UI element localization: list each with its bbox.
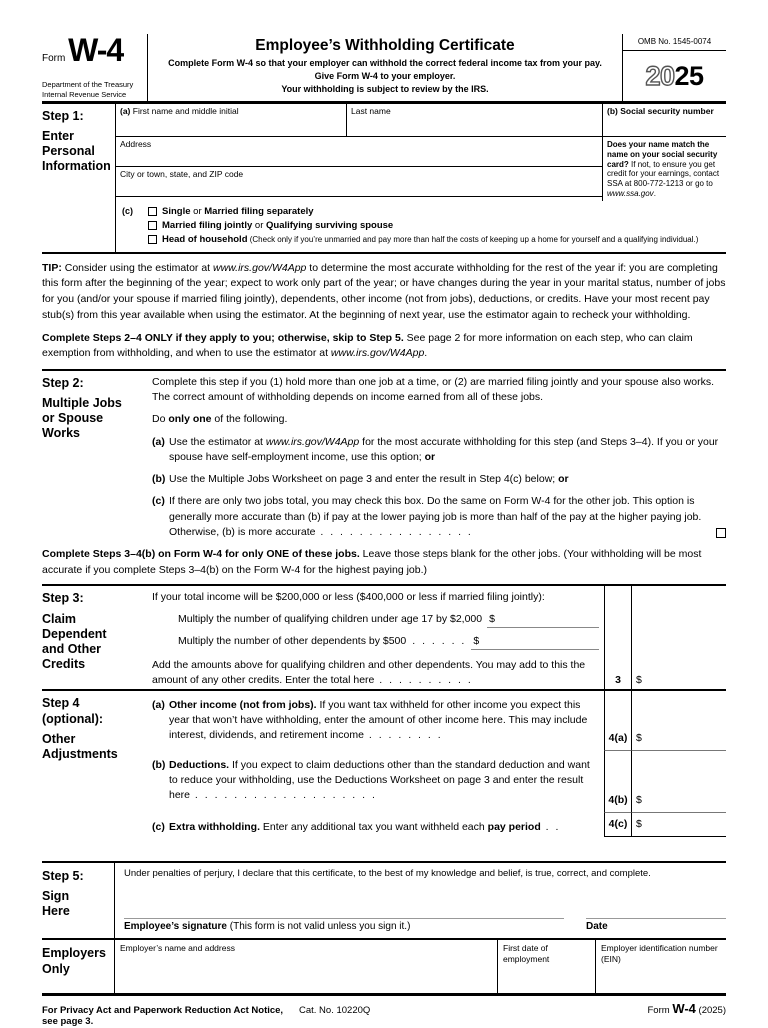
other-dependents-line xyxy=(178,634,599,650)
dollar-sign: $ xyxy=(636,818,642,831)
step3-total-field[interactable] xyxy=(632,586,726,688)
form-word: Form xyxy=(42,53,66,64)
step2c-letter: (c) xyxy=(152,495,165,508)
step1-sub1: Enter xyxy=(42,129,74,144)
employers-label xyxy=(42,945,114,978)
step4-content xyxy=(152,691,726,837)
tip-post: to determine the most accurate withholding for the rest of the year if: you are completing this form after the beginning of the year; expect to work only part of the year; or have changes during the year in your marital status, number of jobs for you (and/or your spouse if married filing jointly), dependents, other income (not from jobs), deductions, or credits. Have your most recent pay stub(s) from this year available when using the estimator. At the beginning of next year, use the estimator again to recheck your withholding. xyxy=(42,261,726,321)
step5-sub1: Sign xyxy=(42,888,70,903)
opt2-or: or xyxy=(252,219,266,231)
agency-block xyxy=(42,80,145,99)
address-label: Address xyxy=(120,139,152,149)
step4-label xyxy=(42,695,152,728)
step2c-item xyxy=(152,494,726,540)
filing-status-row xyxy=(116,201,726,252)
step1-label: Step 1: xyxy=(42,109,84,123)
step3-label-col xyxy=(42,586,152,688)
name-row xyxy=(116,104,726,137)
opt3-bold: Head of household xyxy=(162,233,248,245)
dependents-amount-field[interactable] xyxy=(471,634,599,650)
employer-name-field[interactable] xyxy=(115,940,498,993)
year-bold: 25 xyxy=(674,60,704,91)
step4a-letter: (a) xyxy=(152,698,165,711)
filing-option-2 xyxy=(122,220,722,231)
step2a-item xyxy=(152,435,726,465)
first-date-field[interactable] xyxy=(498,940,596,993)
step2b-text xyxy=(169,472,726,487)
catalog-number: Cat. No. 10220Q xyxy=(299,1004,371,1016)
step4c-text xyxy=(169,813,600,837)
step4c-bold: Extra withholding. xyxy=(169,820,260,833)
step1-section xyxy=(42,104,726,254)
step1-sub3: Information xyxy=(42,159,111,174)
step5-label: Step 5: xyxy=(42,868,84,883)
employers-section xyxy=(42,938,726,996)
first-name-field[interactable] xyxy=(116,104,347,136)
step4a-rest: If you want tax withheld for other income you expect this year that won’t have withholding, enter the amount of other income here. This may include interest, dividends, and retirement income xyxy=(169,698,588,741)
agency-line1: Department of the Treasury xyxy=(42,80,134,90)
single-checkbox[interactable] xyxy=(148,207,157,216)
form-number: W-4 xyxy=(68,32,124,68)
step2-content xyxy=(152,371,726,540)
steps24-bold: Complete Steps 2–4 ONLY if they apply to you; otherwise, skip to Step 5. xyxy=(42,331,404,344)
step4a-row xyxy=(152,691,726,751)
step2a-pre: Use the estimator at xyxy=(169,435,266,448)
opt1-bold2: Married filing separately xyxy=(204,205,314,217)
step3-sublabel xyxy=(42,612,152,672)
form-subtitle xyxy=(154,57,616,96)
step4-sub1: Other xyxy=(42,732,76,747)
step4-section xyxy=(42,691,726,837)
step3-content xyxy=(152,586,604,688)
step4c-textwrap xyxy=(152,813,604,837)
form-title: Employee’s Withholding Certificate xyxy=(255,37,515,54)
opt1-or: or xyxy=(190,205,205,217)
step2a-post: for the most accurate withholding for this step (and Steps 3–4). If you or your spouse have self-employment income, use this option; xyxy=(169,435,719,463)
married-jointly-checkbox[interactable] xyxy=(148,221,157,230)
step4a-line-number xyxy=(604,691,632,751)
do-post: of the following. xyxy=(211,413,288,426)
ssa-link[interactable]: www.ssa.gov xyxy=(607,188,654,198)
step4b-text xyxy=(169,751,600,813)
footer-form-number: W-4 xyxy=(672,1000,696,1016)
ssn-note-rest: If not, to ensure you get credit for your earnings, contact SSA at 800-772-1213 or go to xyxy=(607,159,720,188)
employers-label1: Employers xyxy=(42,945,106,960)
steps24-note xyxy=(42,331,726,363)
step4b-line-number xyxy=(604,751,632,813)
step3-total-text xyxy=(152,658,599,688)
last-name-field[interactable] xyxy=(347,104,603,136)
step4b-field[interactable] xyxy=(632,751,726,813)
line-4b-number: 4(b) xyxy=(608,794,628,807)
estimator-link[interactable]: www.irs.gov/W4App xyxy=(213,261,307,274)
step3-sub2: Dependent xyxy=(42,626,107,641)
step2c-text xyxy=(169,494,726,540)
step2a-text xyxy=(169,435,726,465)
step3-intro: If your total income will be $200,000 or less ($400,000 or less if married filing jointly): xyxy=(152,591,545,604)
page-footer xyxy=(42,1001,726,1027)
step2-label-col xyxy=(42,371,152,540)
privacy-notice: For Privacy Act and Paperwork Reduction Act Notice, see page 3. xyxy=(42,1004,284,1027)
tip-pre: Consider using the estimator at xyxy=(61,261,214,274)
signature-line[interactable] xyxy=(124,911,564,919)
city-field[interactable] xyxy=(116,167,602,197)
step2-sub3: Works xyxy=(42,426,80,441)
ssn-note-end: . xyxy=(653,188,656,198)
address-note-rows xyxy=(116,137,726,201)
ssn-note-bold: Does your name match the name on your social security card? xyxy=(607,140,718,169)
signature-label xyxy=(124,919,564,932)
step4c-field[interactable] xyxy=(632,813,726,837)
step4a-textwrap xyxy=(152,691,604,751)
signature-col xyxy=(124,911,564,932)
employer-name-label: Employer’s name and address xyxy=(120,942,235,953)
city-label: City or town, state, and ZIP code xyxy=(120,169,244,179)
signature-row xyxy=(124,911,726,932)
omb-year-block xyxy=(623,34,726,101)
subtitle-line2: Give Form W-4 to your employer. xyxy=(314,71,456,82)
filing-option-3 xyxy=(122,234,722,245)
step4-label-col xyxy=(42,691,152,837)
line-3-number: 3 xyxy=(615,673,621,686)
step2-intro: Complete this step if you (1) hold more than one job at a time, or (2) are married filing jointly and your spouse also works. The correct amount of withholding depends on income earned from all of these jobs. xyxy=(152,376,715,404)
tip-lead: TIP: xyxy=(42,261,62,274)
sig-rest: (This form is not valid unless you sign it.) xyxy=(227,920,411,932)
dollar-sign: $ xyxy=(636,732,642,745)
married-jointly-label xyxy=(162,220,393,231)
filing-option-1 xyxy=(122,206,722,217)
step3-label: Step 3: xyxy=(42,591,84,606)
address-field[interactable] xyxy=(116,137,602,167)
filing-prefix: (c) xyxy=(122,206,133,216)
date-col xyxy=(586,911,726,932)
employers-label2: Only xyxy=(42,961,70,976)
agency-line2: Internal Revenue Service xyxy=(42,89,127,99)
steps24-mid: See page 2 for more information on each step, who can claim exemption from withholding, and when to use the estimator at xyxy=(42,331,693,360)
steps24-end: . xyxy=(424,347,428,360)
first-name-prefix: (a) xyxy=(120,106,131,116)
dollar-sign: $ xyxy=(489,612,495,625)
form-year xyxy=(623,51,726,101)
step3-sub4: Credits xyxy=(42,656,86,671)
dot-leader: . . . . . . xyxy=(412,634,467,647)
step4b-row xyxy=(152,751,726,813)
first-date-label: First date of employment xyxy=(503,942,550,964)
step4b-letter: (b) xyxy=(152,758,166,771)
form-header xyxy=(42,34,726,104)
step4a-field[interactable] xyxy=(632,691,726,751)
step3-sub1: Claim xyxy=(42,611,77,626)
dot-leader: . . xyxy=(540,820,561,833)
dot-leader: . . . . . . . . . . xyxy=(374,674,473,687)
tip-paragraph xyxy=(42,261,726,324)
step2b-body: Use the Multiple Jobs Worksheet on page 3 and enter the result in Step 4(c) below; xyxy=(169,473,559,486)
step4a-text xyxy=(169,691,600,751)
date-line[interactable] xyxy=(586,911,726,919)
step2-label: Step 2: xyxy=(42,376,84,390)
step4b-rest: If you expect to claim deductions other than the standard deduction and want to reduce your withholding, use the Deductions Worksheet on page 3 and enter the result here xyxy=(169,758,590,801)
step4c-letter: (c) xyxy=(152,820,165,833)
total-text: Add the amounts above for qualifying children and other dependents. You may add to this the amount of any other credits. Enter the total here xyxy=(152,659,586,687)
step2-sublabel xyxy=(42,396,152,441)
step2c-body: If there are only two jobs total, you may check this box. Do the same on Form W-4 for the other job. This option is generally more accurate than (b) if pay at the lower paying job is more than half of the pay at the higher paying job. Otherwise, (b) is more accurate xyxy=(169,495,702,538)
opt2-bold1: Married filing jointly xyxy=(162,219,253,231)
subtitle-line3: Your withholding is subject to review by the IRS. xyxy=(281,84,489,95)
last-name-label: Last name xyxy=(351,106,391,116)
dollar-sign: $ xyxy=(636,673,642,686)
form-title-block xyxy=(147,34,623,101)
step5-sub2: Here xyxy=(42,903,70,918)
head-household-label xyxy=(162,234,698,245)
footer-form-id xyxy=(469,1001,726,1016)
step1-fields xyxy=(115,104,726,252)
form-id-block xyxy=(42,34,147,101)
line-4a-number: 4(a) xyxy=(608,732,628,745)
step3-line-number xyxy=(604,586,632,688)
step2b-item xyxy=(152,472,726,487)
step1-sublabel xyxy=(42,129,115,174)
step2a-letter: (a) xyxy=(152,435,165,448)
line-4c-number: 4(c) xyxy=(608,818,628,831)
estimator-link-3[interactable]: www.irs.gov/W4App xyxy=(265,435,360,448)
step5-sublabel xyxy=(42,889,114,919)
ssn-field[interactable] xyxy=(603,104,726,136)
step5-label-col xyxy=(42,863,115,938)
steps34-rest: Leave those steps blank for the other jobs. (Your withholding will be most accurate if you complete Steps 3–4(b) on the Form W-4 for the highest paying job.) xyxy=(42,547,702,576)
head-household-checkbox[interactable] xyxy=(148,235,157,244)
perjury-statement: Under penalties of perjury, I declare that this certificate, to the best of my knowledge and belief, is true, correct, and complete. xyxy=(124,867,651,879)
steps34-bold: Complete Steps 3–4(b) on Form W-4 for only ONE of these jobs. xyxy=(42,547,360,560)
qualifying-children-line xyxy=(178,612,599,628)
step3-sub3: and Other xyxy=(42,641,102,656)
estimator-link-2[interactable]: www.irs.gov/W4App xyxy=(330,347,425,360)
employers-label-col xyxy=(42,940,115,993)
ssn-match-note xyxy=(602,137,726,201)
steps34-note xyxy=(42,547,726,579)
step2-section xyxy=(42,371,726,540)
step1-sub2: Personal xyxy=(42,144,95,159)
step4-sublabel xyxy=(42,732,152,762)
ein-label: Employer identification number (EIN) xyxy=(601,942,718,964)
ssn-label: Social security number xyxy=(620,106,714,116)
children-text: Multiply the number of qualifying children under age 17 by $2,000 xyxy=(178,612,483,625)
sig-bold: Employee’s signature xyxy=(124,920,227,932)
opt1-bold1: Single xyxy=(162,205,191,217)
do-bold: only one xyxy=(168,413,212,426)
step2-do-line xyxy=(152,412,726,427)
dollar-sign: $ xyxy=(473,634,480,647)
footer-form-year: (2025) xyxy=(698,1004,726,1016)
form-number-block xyxy=(42,32,145,68)
step4-label2: (optional): xyxy=(42,711,104,726)
dependents-text: Multiply the number of other dependents by $500 xyxy=(178,634,407,647)
step2b-letter: (b) xyxy=(152,473,166,486)
step2b-or: or xyxy=(558,473,569,486)
single-label xyxy=(162,206,314,217)
children-amount-field[interactable] xyxy=(487,612,599,628)
do-pre: Do xyxy=(152,413,169,426)
step3-section xyxy=(42,584,726,690)
subtitle-line1: Complete Form W-4 so that your employer can withhold the correct federal income tax from your pay. xyxy=(168,58,602,68)
step4c-mid: Enter any additional tax you want withheld each xyxy=(260,820,488,833)
dot-leader: . . . . . . . . xyxy=(363,729,443,741)
step2-sub2: or Spouse xyxy=(42,411,104,426)
address-city-col xyxy=(116,137,602,201)
opt3-note: (Check only if you’re unmarried and pay more than half the costs of keeping up a home for yourself and a qualifying individual.) xyxy=(247,234,699,244)
year-outline: 20 xyxy=(645,60,675,91)
first-name-label: First name and middle initial xyxy=(132,106,239,116)
ssn-prefix: (b) xyxy=(607,106,618,116)
step4-sub2: Adjustments xyxy=(42,747,118,762)
step1-label-col xyxy=(42,104,115,252)
step4c-bold2: pay period xyxy=(487,820,541,833)
dot-leader: . . . . . . . . . . . . . . . . xyxy=(315,525,473,538)
dot-leader: . . . . . . . . . . . . . . . . . . . xyxy=(190,789,377,801)
step5-section xyxy=(42,861,726,938)
step4a-bold: Other income (not from jobs). xyxy=(169,698,317,711)
step2-sub1: Multiple Jobs xyxy=(42,396,122,411)
footer-form-word: Form xyxy=(647,1004,670,1016)
w4-form xyxy=(42,34,726,1027)
omb-number: OMB No. 1545-0074 xyxy=(623,34,726,51)
step2a-or: or xyxy=(424,450,436,463)
opt2-bold2: Qualifying surviving spouse xyxy=(266,219,394,231)
step4b-textwrap xyxy=(152,751,604,813)
step5-content xyxy=(115,863,726,938)
step4c-row xyxy=(152,813,726,837)
step4b-bold: Deductions. xyxy=(169,758,230,771)
dollar-sign: $ xyxy=(636,794,642,807)
two-jobs-checkbox[interactable] xyxy=(716,528,726,538)
step4c-line-number xyxy=(604,813,632,837)
step4-label1: Step 4 xyxy=(42,695,80,710)
ein-field[interactable] xyxy=(596,940,726,993)
date-label: Date xyxy=(586,920,608,932)
